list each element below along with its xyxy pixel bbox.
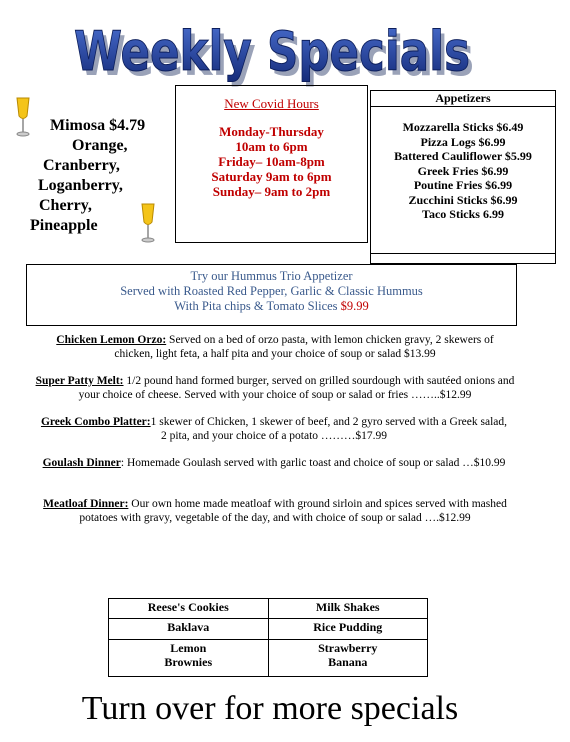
special-item — [10, 333, 540, 361]
special-desc: Our own home made meatloaf with ground sirloin and spices served with mashed — [128, 498, 507, 510]
appetizer-item: Taco Sticks 6.99 — [422, 207, 504, 221]
dessert-cell: Reese's Cookies — [109, 599, 269, 619]
special-name: Greek Combo Platter: — [40, 416, 151, 428]
special-item — [0, 374, 550, 402]
special-desc: Served on a bed of orzo pasta, with lemon chicken gravy, 2 skewers of — [166, 334, 494, 346]
mimosa-line: Cranberry, — [43, 157, 120, 174]
hummus-line: With Pita chips & Tomato Slices — [174, 299, 338, 313]
special-desc: potatoes with gravy, vegetable of the day, and with choice of soup or salad ….$12.99 — [79, 512, 471, 524]
special-desc: chicken, light feta, a half pita and your choice of soup or salad $13.99 — [114, 348, 436, 360]
mimosa-line: Mimosa $4.79 — [50, 117, 146, 134]
dessert-cell: Lemon Brownies — [109, 639, 269, 676]
special-desc: : Homemade Goulash served with garlic toast and choice of soup or salad …$10.99 — [120, 457, 506, 469]
appetizers-box — [370, 90, 556, 264]
footer-text: Turn over for more specials — [81, 690, 459, 727]
hours-line: Saturday 9am to 6pm — [211, 169, 332, 184]
special-desc: your choice of cheese. Served with your choice of soup or salad or fries ……..$12.99 — [78, 389, 472, 401]
appetizer-item: Mozzarella Sticks $6.49 — [402, 120, 524, 134]
title-text: Weekly Specials — [74, 20, 470, 83]
page-title — [60, 4, 480, 88]
special-name: Meatloaf Dinner: — [43, 498, 129, 510]
appetizer-item: Zucchini Sticks $6.99 — [408, 192, 518, 207]
appetizer-item: Greek Fries $6.99 — [417, 163, 509, 178]
appetizer-item: Pizza Logs $6.99 — [420, 134, 506, 149]
svg-text:Weekly Specials: Weekly Specials — [78, 25, 474, 88]
hours-line: Friday– 10am-8pm — [218, 154, 325, 169]
appetizer-item: Battered Cauliflower $5.99 — [394, 149, 532, 163]
hummus-special-box — [26, 264, 517, 326]
dessert-cell: Rice Pudding — [268, 619, 428, 639]
hummus-line: Try our Hummus Trio Appetizer — [190, 269, 353, 283]
divider — [371, 253, 555, 254]
table-row — [109, 619, 428, 639]
table-row — [109, 599, 428, 619]
special-name: Goulash Dinner — [42, 457, 121, 469]
dessert-cell: Milk Shakes — [268, 599, 428, 619]
hummus-price: $9.99 — [340, 299, 369, 313]
special-item — [0, 497, 550, 525]
mimosa-line: Orange, — [72, 137, 128, 154]
hummus-line: Served with Roasted Red Pepper, Garlic & Classic Hummus — [120, 284, 423, 298]
hours-line: 10am to 6pm — [235, 139, 308, 154]
table-row — [109, 639, 428, 676]
appetizers-heading: Appetizers — [371, 91, 555, 107]
appetizer-item: Poutine Fries $6.99 — [413, 178, 513, 192]
dessert-cell: Baklava — [109, 619, 269, 639]
hours-line: Sunday– 9am to 2pm — [212, 184, 331, 199]
special-desc: 1 skewer of Chicken, 1 skewer of beef, and 2 gyro served with a Greek salad, — [150, 416, 508, 428]
hours-box — [175, 85, 368, 243]
mimosa-line: Pineapple — [30, 217, 98, 234]
special-desc: 2 pita, and your choice of a potato ………$17.99 — [160, 430, 388, 442]
mimosa-special — [30, 116, 175, 236]
mimosa-line: Cherry, — [39, 197, 92, 214]
dessert-cell: Strawberry Banana — [268, 639, 428, 676]
special-name: Super Patty Melt: — [35, 375, 124, 387]
special-desc: 1/2 pound hand formed burger, served on grilled sourdough with sautéed onions and — [123, 375, 515, 387]
special-item — [4, 415, 544, 443]
special-name: Chicken Lemon Orzo: — [56, 334, 167, 346]
desserts-table — [108, 598, 428, 677]
special-item — [4, 456, 544, 470]
hours-line: Monday-Thursday — [219, 124, 324, 139]
hours-heading: New Covid Hours — [224, 96, 319, 111]
mimosa-line: Loganberry, — [38, 177, 123, 194]
